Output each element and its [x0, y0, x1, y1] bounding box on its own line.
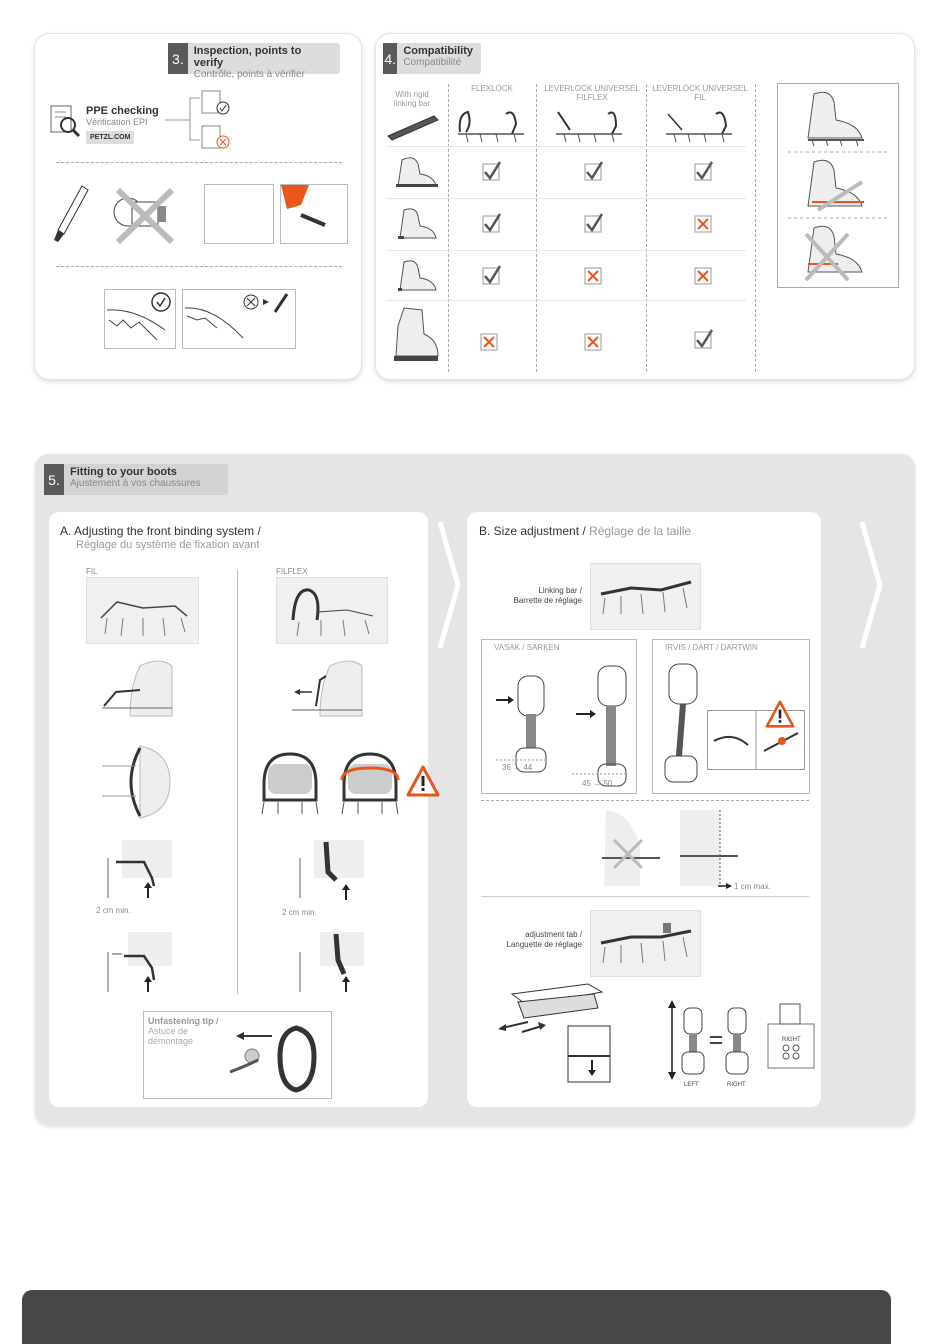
column-header-filflex: LEVERLOCK UNIVERSEL FILFLEX: [544, 84, 640, 102]
compat-row2-fil-cross-icon: [692, 212, 716, 236]
column-header-flexlock: FLEXLOCK: [471, 84, 513, 93]
section-subtitle: Compatibilité: [403, 57, 462, 68]
max-gap-label: 1 cm max.: [734, 882, 771, 891]
point-worn-illustration: [182, 289, 296, 349]
size-range-45-50: 45 → 50: [582, 779, 613, 788]
card-a-subtitle: Réglage du système de fixation avant: [76, 539, 260, 551]
compat-row3-flexlock-check-icon: [480, 264, 504, 288]
chevron-right-icon: [858, 520, 884, 650]
fil-min-distance: 2 cm min.: [96, 906, 131, 915]
filflex-binding-photo: [276, 577, 388, 644]
fil-binding-illustration: [664, 104, 734, 144]
crampon-fit-illustrations: [777, 83, 899, 288]
adjustment-tab-label: adjustment tab /: [525, 930, 582, 939]
card-b-subtitle: Réglage de la taille: [589, 524, 692, 538]
compat-row2-filflex-check-icon: [582, 212, 606, 236]
filflex-min-distance: 2 cm min.: [282, 908, 317, 917]
ppe-subtitle: Vérification EPI: [86, 117, 148, 127]
divider: [481, 896, 809, 897]
adjustment-tab-label-fr: Languette de réglage: [506, 940, 582, 949]
warning-icon: [406, 765, 440, 797]
tip-title: Unfastening tip /: [148, 1016, 219, 1026]
section-number: 4.: [383, 43, 397, 74]
compat-row3-fil-cross-icon: [692, 264, 716, 288]
column-header-fil: LEVERLOCK UNIVERSEL FIL: [652, 84, 748, 102]
ppe-site-badge[interactable]: PETZL.COM: [86, 131, 134, 144]
boot-ski-icon: [392, 306, 440, 364]
compat-row4-flexlock-cross-icon: [478, 330, 502, 354]
left-label: LEFT: [684, 1082, 699, 1088]
linking-bar-illustration: [386, 112, 440, 142]
chevron-right-icon: [436, 520, 462, 650]
section-subtitle: Contrôle, points à vérifier: [193, 69, 305, 80]
point-ok-illustration: [104, 289, 176, 349]
toe-gap-illustration: [600, 806, 780, 892]
divider: [481, 800, 809, 801]
fil-step-2-illustration: [100, 742, 176, 822]
linking-bar-label-fr: Barrette de réglage: [513, 596, 582, 605]
boot-semi-rigid-icon: [394, 206, 440, 242]
tip-subtitle: Astuce de démontage: [148, 1026, 194, 1046]
column-divider: [237, 570, 238, 994]
right-tag-label: RIGHT: [782, 1037, 801, 1043]
ppe-document-icon: [48, 104, 82, 138]
sharpen-illustration-2: [280, 184, 348, 244]
fil-step-3-illustration: [104, 838, 176, 904]
group-label-vasak-sarken: VASAK / SARKEN: [494, 643, 560, 652]
section-subtitle: Ajustement à vos chaussures: [70, 478, 201, 489]
boot-rigid-icon: [394, 258, 440, 294]
filflex-step-2a-illustration: [254, 744, 326, 816]
filflex-step-4-illustration: [296, 930, 368, 996]
unfastening-tip-box: [143, 1011, 332, 1099]
row-divider: [386, 146, 746, 147]
group-label-irvis-dart: IRVIS / DART / DARTWIN: [665, 643, 758, 652]
row-divider: [386, 198, 746, 199]
compat-row1-fil-check-icon: [692, 160, 716, 184]
size-range-36-44: 36 → 44: [502, 763, 533, 772]
checklist-bracket: [165, 90, 240, 152]
adjustment-tab-photo: [590, 910, 701, 977]
compat-row3-filflex-cross-icon: [582, 264, 606, 288]
section-4-header: [383, 43, 481, 74]
divider: [56, 266, 342, 267]
grinder-forbidden-illustration: [108, 184, 180, 248]
column-divider: [755, 84, 756, 372]
tab-release-illustration: [498, 978, 614, 1086]
column-divider: [448, 84, 449, 372]
column-label-filflex: FILFLEX: [276, 567, 308, 576]
card-b-heading: [479, 524, 691, 538]
fil-step-4-illustration: [104, 930, 176, 996]
card-a-title: A. Adjusting the front binding system /: [60, 524, 261, 538]
sharpen-illustration-1: [204, 184, 274, 244]
section-title: Inspection, points to verify: [193, 45, 302, 69]
row-header-linking-bar: With rigid linking bar: [393, 90, 431, 108]
filflex-binding-illustration: [554, 104, 624, 144]
irvis-dart-box: [652, 639, 810, 794]
column-label-fil: FIL: [86, 567, 98, 576]
linking-bar-photo: [590, 563, 701, 630]
footer-bar: [22, 1290, 891, 1344]
compat-row4-filflex-cross-icon: [582, 330, 606, 354]
row-divider: [386, 250, 746, 251]
fil-binding-photo: [86, 577, 199, 644]
flexlock-binding-illustration: [456, 104, 526, 144]
filflex-step-1-illustration: [290, 656, 366, 722]
boot-soft-icon: [394, 154, 440, 190]
right-label: RIGHT: [727, 1082, 746, 1088]
linking-bar-label: Linking bar /: [538, 586, 582, 595]
section-5-header: [44, 464, 228, 495]
compat-row1-filflex-check-icon: [582, 160, 606, 184]
section-number: 3.: [168, 43, 188, 74]
column-divider: [646, 84, 647, 372]
section-3-header: [168, 43, 340, 80]
divider: [56, 162, 342, 163]
fil-step-1-illustration: [100, 656, 176, 722]
section-number: 5.: [44, 464, 64, 495]
filflex-step-2b-illustration: [334, 744, 406, 816]
card-b-title: B. Size adjustment /: [479, 524, 586, 538]
compat-row4-fil-check-icon: [692, 328, 716, 352]
row-divider: [386, 300, 746, 301]
warning-icon: [765, 700, 795, 728]
compat-row1-flexlock-check-icon: [480, 160, 504, 184]
compat-row2-flexlock-check-icon: [480, 212, 504, 236]
filflex-step-3-illustration: [296, 838, 368, 904]
vasak-sarken-box: [481, 639, 637, 794]
section-title: Compatibility: [403, 45, 473, 57]
file-tool-illustration: [52, 184, 92, 244]
section-title: Fitting to your boots: [70, 466, 177, 478]
column-divider: [536, 84, 537, 372]
ppe-title: PPE checking: [86, 105, 159, 117]
